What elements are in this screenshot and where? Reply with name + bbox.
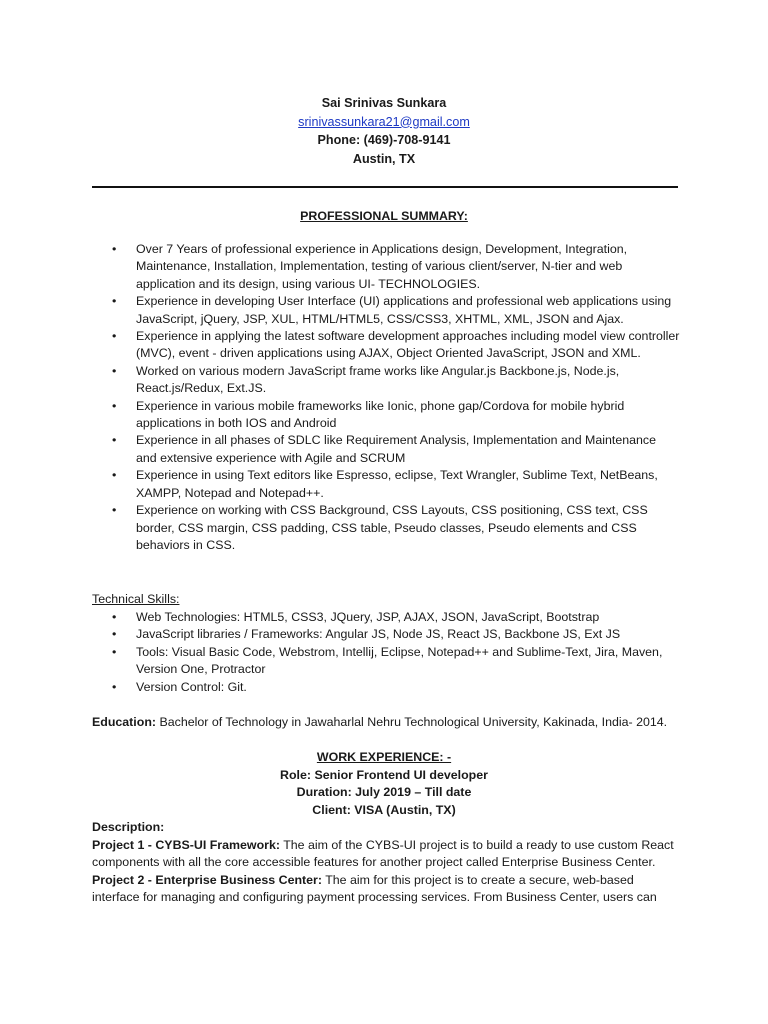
bullet-text: Experience in using Text editors like Espresso, eclipse, Text Wrangler, Sublime Text, NetBeans, XAMPP, Notepad and Notepad++. [136, 468, 658, 500]
bullet-text: Experience in all phases of SDLC like Requirement Analysis, Implementation and Maintenance and extensive experience with Agile and SCRUM [136, 433, 657, 465]
description-label: Description: [92, 820, 165, 834]
bullet-item [112, 293, 680, 328]
bullet-text: Web Technologies: HTML5, CSS3, JQuery, JSP, AJAX, JSON, JavaScript, Bootstrap [136, 610, 600, 624]
bullet-text: Tools: Visual Basic Code, Webstrom, Intellij, Eclipse, Notepad++ and Sublime-Text, Jira, Maven, Version One, Protractor [136, 644, 663, 677]
project-1-paragraph [92, 837, 682, 872]
technical-skills-list [112, 609, 680, 696]
bullet-item [112, 328, 680, 363]
bullet-item [112, 363, 680, 398]
resume-header [0, 94, 768, 168]
bullet-icon: • [112, 363, 117, 378]
header-divider [92, 186, 678, 188]
bullet-item [112, 626, 680, 643]
bullet-item [112, 432, 680, 467]
bullet-icon: • [112, 627, 117, 642]
bullet-icon: • [112, 398, 117, 413]
work-duration: Duration: July 2019 – Till date [296, 785, 472, 799]
bullet-text: Experience in applying the latest software development approaches including model view controller (MVC), event - driven applications using AJAX, Object Oriented JavaScript, JSON and XML. [136, 329, 680, 361]
project-2-paragraph [92, 872, 682, 907]
bullet-icon: • [112, 679, 117, 694]
technical-skills-title: Technical Skills: [92, 592, 180, 606]
bullet-text: Version Control: Git. [136, 679, 247, 694]
bullet-text: Experience in developing User Interface (UI) applications and professional web applications using JavaScript, jQuery, JSP, XUL, HTML/HTML5, CSS/CSS3, XHTML, XML, JSON and Ajax. [136, 294, 672, 326]
candidate-name: Sai Srinivas Sunkara [321, 96, 447, 110]
description-block [92, 819, 682, 907]
bullet-item [112, 241, 680, 293]
work-experience-block [0, 749, 768, 819]
bullet-item [112, 679, 680, 696]
phone-number: Phone: (469)-708-9141 [317, 133, 451, 147]
project-2-label: Project 2 - Enterprise Business Center: [92, 872, 322, 887]
bullet-icon: • [112, 329, 117, 344]
bullet-text: Experience on working with CSS Background, CSS Layouts, CSS positioning, CSS text, CSS border, CSS margin, CSS padding, CSS table, Pseudo classes, Pseudo elements and CSS behaviors in CSS. [136, 503, 648, 552]
bullet-icon: • [112, 644, 117, 659]
work-role: Role: Senior Frontend UI developer [280, 767, 488, 782]
bullet-item [112, 398, 680, 433]
education-label: Education: [92, 715, 157, 729]
education-line [92, 714, 692, 731]
bullet-icon: • [112, 242, 117, 256]
bullet-text: Experience in various mobile frameworks like Ionic, phone gap/Cordova for mobile hybrid applications in both IOS and Android [136, 398, 625, 431]
email-link[interactable]: srinivassunkara21@gmail.com [298, 114, 470, 129]
bullet-text: Over 7 Years of professional experience in Applications design, Development, Integration, Maintenance, Installation, Implementation, testing of various client/server, N-tier and web application and its design, using various UI- TECHNOLOGIES. [136, 242, 628, 291]
bullet-icon: • [112, 468, 117, 483]
professional-summary-title: PROFESSIONAL SUMMARY: [300, 209, 468, 223]
bullet-icon: • [112, 610, 117, 624]
bullet-item [112, 502, 680, 554]
work-client: Client: VISA (Austin, TX) [312, 802, 456, 817]
bullet-item [112, 609, 680, 626]
bullet-item [112, 467, 680, 502]
bullet-icon: • [112, 433, 117, 448]
project-2-text: The aim for this project is to create a secure, web-based interface for managing and configuring payment processing services. From Business Center, users can [92, 872, 657, 905]
bullet-text: JavaScript libraries / Frameworks: Angular JS, Node JS, React JS, Backbone JS, Ext JS [136, 627, 621, 642]
bullet-text: Worked on various modern JavaScript frame works like Angular.js Backbone.js, Node.js, React.js/Redux, Ext.JS. [136, 363, 620, 396]
project-1-label: Project 1 - CYBS-UI Framework: [92, 837, 280, 852]
professional-summary-list [112, 241, 680, 554]
project-1-text: The aim of the CYBS-UI project is to build a ready to use custom React components with all the core accessible features for another project called Enterprise Business Center. [92, 837, 674, 870]
bullet-icon: • [112, 503, 117, 518]
work-experience-title: WORK EXPERIENCE: - [316, 750, 452, 764]
location: Austin, TX [352, 151, 416, 166]
education-text: Bachelor of Technology in Jawaharlal Nehru Technological University, Kakinada, India- 2014. [156, 715, 668, 729]
bullet-item [112, 644, 680, 679]
bullet-icon: • [112, 294, 117, 309]
